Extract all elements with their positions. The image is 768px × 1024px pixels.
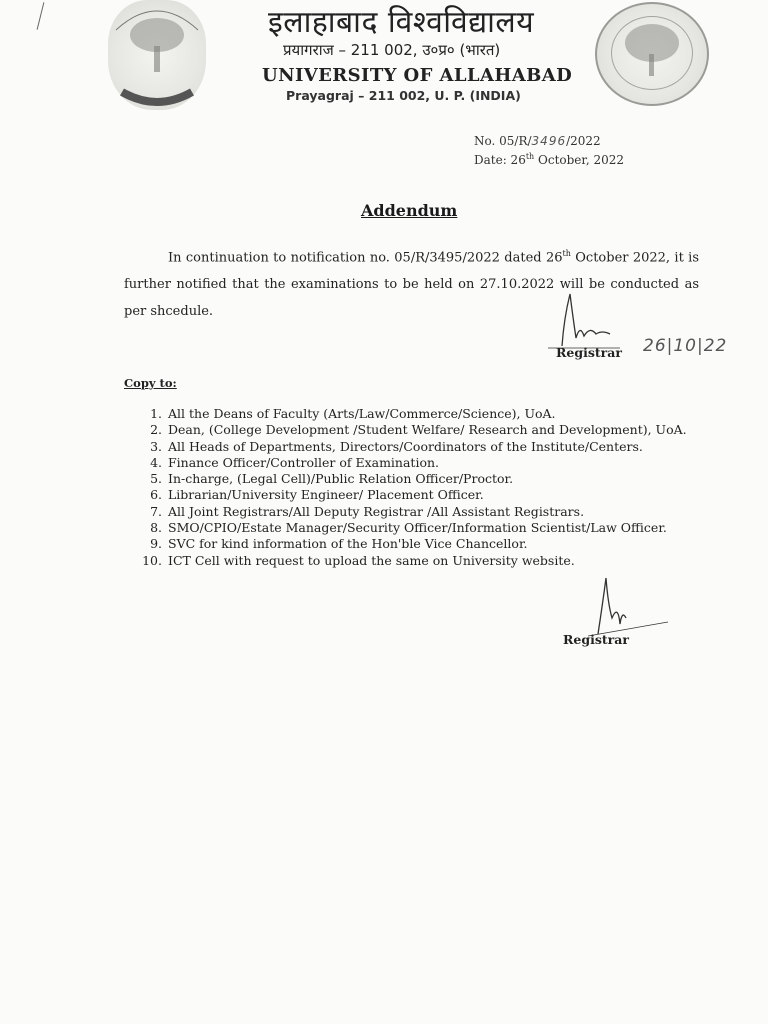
university-name-english: UNIVERSITY OF ALLAHABAD: [262, 65, 573, 86]
university-seal-right: [595, 2, 709, 106]
registrar-title-2: Registrar: [563, 632, 629, 647]
margin-mark: [37, 2, 45, 29]
registrar-signature-2: [568, 574, 678, 640]
copy-to-list: [124, 406, 724, 569]
list-item: 2. Dean, (College Development /Student Welfare/ Research and Development), UoA.: [150, 422, 687, 438]
copy-to-label: Copy to:: [124, 376, 177, 390]
handwritten-date: 26|10|22: [643, 336, 728, 356]
list-item: 8. SMO/CPIO/Estate Manager/Security Officer/Information Scientist/Law Officer.: [150, 520, 667, 536]
list-item: 4. Finance Officer/Controller of Examination.: [150, 454, 439, 470]
list-item: 7. All Joint Registrars/All Deputy Registrar /All Assistant Registrars.: [150, 503, 585, 519]
reference-number: No. 05/R/3496/2022: [474, 134, 601, 148]
university-name-hindi: इलाहाबाद विश्वविद्यालय: [268, 5, 535, 40]
list-item: 1. All the Deans of Faculty (Arts/Law/Commerce/Science), UoA.: [150, 406, 556, 421]
handwritten-number: 3496: [531, 134, 567, 148]
registrar-title-1: Registrar: [556, 345, 622, 360]
university-address-hindi: प्रयागराज – 211 002, उ०प्र० (भारत): [283, 41, 501, 59]
list-item: 5. In-charge, (Legal Cell)/Public Relation Officer/Proctor.: [150, 471, 514, 487]
list-item: 10. ICT Cell with request to upload the same on University website.: [142, 552, 575, 568]
university-address-english: Prayagraj – 211 002, U. P. (INDIA): [286, 88, 521, 103]
reference-date: Date: 26th October, 2022: [474, 152, 624, 167]
list-item: 3. All Heads of Departments, Directors/Coordinators of the Institute/Centers.: [150, 438, 643, 454]
list-item: 6. Librarian/University Engineer/ Placement Officer.: [150, 487, 484, 503]
university-seal-left: [108, 0, 206, 110]
list-item: 9. SVC for kind information of the Hon'ble Vice Chancellor.: [150, 536, 528, 552]
reference-block: [474, 133, 624, 168]
body-paragraph: In continuation to notification no. 05/R/3495/2022 dated 26th October 2022, it is further notified that the examinations to be held on 27.10.2022 will be conducted as per shcedule.: [124, 249, 699, 320]
document-heading: Addendum: [361, 201, 458, 220]
